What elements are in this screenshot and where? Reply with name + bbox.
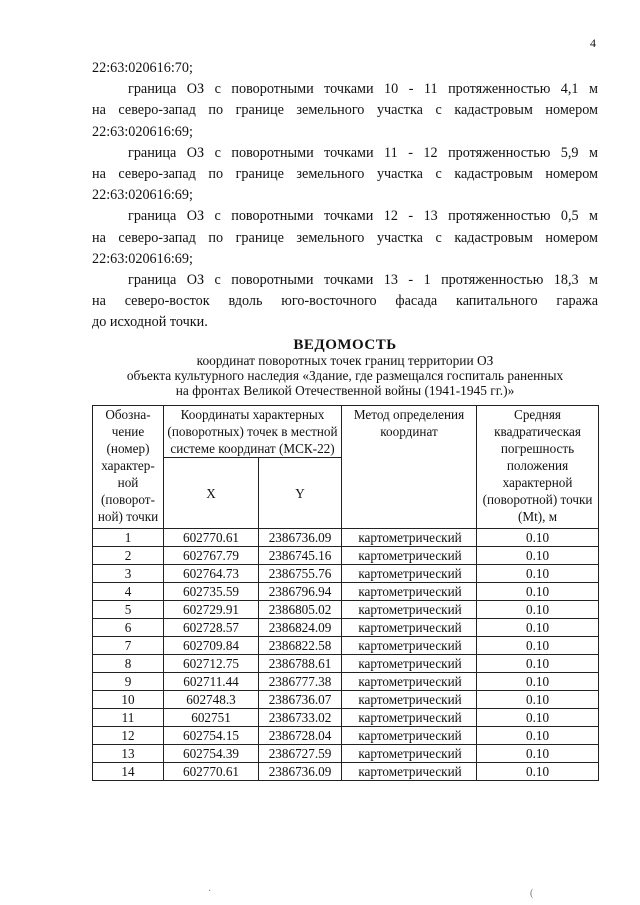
table-row (93, 583, 599, 601)
cell-method: картометрический (342, 709, 477, 727)
cell-method: картометрический (342, 619, 477, 637)
cell-x: 602754.39 (164, 745, 259, 763)
text-line: до исходной точки. (92, 314, 208, 331)
cell-error: 0.10 (477, 673, 599, 691)
cell-point-number: 6 (93, 619, 164, 637)
cell-method: картометрический (342, 565, 477, 583)
text-line: 22:63:020616:70; (92, 60, 193, 76)
cell-method: картометрический (342, 691, 477, 709)
table-row (93, 745, 599, 763)
header-y: Y (259, 458, 342, 529)
cell-x: 602764.73 (164, 565, 259, 583)
cell-point-number: 5 (93, 601, 164, 619)
cell-point-number: 1 (93, 529, 164, 547)
table-row (93, 565, 599, 583)
cell-y: 2386788.61 (259, 655, 342, 673)
cell-y: 2386736.09 (259, 763, 342, 781)
cell-point-number: 7 (93, 637, 164, 655)
cell-method: картометрический (342, 763, 477, 781)
cell-y: 2386727.59 (259, 745, 342, 763)
text-line: на северо-запад по границе земельного участка с кадастровым номером (92, 229, 598, 246)
body-text (92, 58, 598, 334)
title-main: ВЕДОМОСТЬ (293, 337, 397, 353)
cell-x: 602711.44 (164, 673, 259, 691)
cell-error: 0.10 (477, 529, 599, 547)
cell-x: 602754.15 (164, 727, 259, 745)
title-line: координат поворотных точек границ территории ОЗ (196, 353, 494, 368)
cell-y: 2386745.16 (259, 547, 342, 565)
cell-y: 2386822.58 (259, 637, 342, 655)
title-line: на фронтах Великой Отечественной войны (1941-1945 гг.)» (175, 383, 515, 398)
table-row (93, 601, 599, 619)
table-row (93, 727, 599, 745)
coordinates-table (92, 405, 599, 781)
text-line: 22:63:020616:69; (92, 123, 193, 140)
statement-title (92, 338, 598, 398)
text-line: граница ОЗ с поворотными точками 11 - 12 протяженностью 5,9 м (128, 144, 598, 161)
cell-point-number: 14 (93, 763, 164, 781)
cell-y: 2386733.02 (259, 709, 342, 727)
scan-speck: ( (530, 888, 534, 899)
cell-point-number: 2 (93, 547, 164, 565)
cell-point-number: 4 (93, 583, 164, 601)
header-x: X (164, 458, 259, 529)
scan-speck: · (208, 886, 212, 897)
cell-x: 602751 (164, 709, 259, 727)
cell-x: 602709.84 (164, 637, 259, 655)
text-line: на северо-запад по границе земельного участка с кадастровым номером (92, 166, 598, 183)
text-line: 22:63:020616:69; (92, 187, 193, 204)
cell-error: 0.10 (477, 565, 599, 583)
text-line: граница ОЗ с поворотными точками 13 - 1 протяженностью 18,3 м (128, 272, 598, 289)
cell-x: 602735.59 (164, 583, 259, 601)
cell-x: 602712.75 (164, 655, 259, 673)
cell-method: картометрический (342, 583, 477, 601)
cell-y: 2386736.07 (259, 691, 342, 709)
cell-method: картометрический (342, 673, 477, 691)
cell-error: 0.10 (477, 727, 599, 745)
cell-y: 2386755.76 (259, 565, 342, 583)
page-number: 4 (590, 36, 596, 50)
cell-method: картометрический (342, 529, 477, 547)
cell-x: 602748.3 (164, 691, 259, 709)
cell-error: 0.10 (477, 745, 599, 763)
cell-y: 2386728.04 (259, 727, 342, 745)
text-line: на северо-восток вдоль юго-восточного фасада капитального гаража (92, 293, 598, 310)
cell-x: 602770.61 (164, 529, 259, 547)
cell-point-number: 10 (93, 691, 164, 709)
cell-point-number: 8 (93, 655, 164, 673)
cell-point-number: 12 (93, 727, 164, 745)
cell-method: картометрический (342, 727, 477, 745)
table-row (93, 655, 599, 673)
cell-y: 2386805.02 (259, 601, 342, 619)
table-row (93, 547, 599, 565)
table-row (93, 763, 599, 781)
cell-error: 0.10 (477, 583, 599, 601)
text-line: на северо-запад по границе земельного участка с кадастровым номером (92, 102, 598, 119)
text-line: граница ОЗ с поворотными точками 12 - 13 протяженностью 0,5 м (128, 208, 598, 225)
cell-y: 2386736.09 (259, 529, 342, 547)
cell-error: 0.10 (477, 619, 599, 637)
cell-y: 2386796.94 (259, 583, 342, 601)
cell-point-number: 3 (93, 565, 164, 583)
table-row (93, 637, 599, 655)
table-row (93, 529, 599, 547)
header-method: Метод определения координат (342, 406, 477, 529)
table-row (93, 619, 599, 637)
cell-x: 602767.79 (164, 547, 259, 565)
cell-error: 0.10 (477, 547, 599, 565)
cell-point-number: 9 (93, 673, 164, 691)
cell-method: картометрический (342, 547, 477, 565)
title-line: объекта культурного наследия «Здание, где размещался госпиталь раненных (126, 368, 564, 383)
cell-error: 0.10 (477, 691, 599, 709)
cell-method: картометрический (342, 601, 477, 619)
text-line: 22:63:020616:69; (92, 250, 193, 267)
table-body (93, 529, 599, 781)
cell-error: 0.10 (477, 637, 599, 655)
cell-x: 602770.61 (164, 763, 259, 781)
cell-point-number: 13 (93, 745, 164, 763)
cell-error: 0.10 (477, 655, 599, 673)
cell-y: 2386824.09 (259, 619, 342, 637)
cell-error: 0.10 (477, 763, 599, 781)
cell-error: 0.10 (477, 709, 599, 727)
table-row (93, 673, 599, 691)
cell-x: 602728.57 (164, 619, 259, 637)
cell-point-number: 11 (93, 709, 164, 727)
header-point-number: Обозна-чение (номер) характер-ной (поворот-ной) точки (93, 406, 164, 529)
table-row (93, 709, 599, 727)
header-error: Средняя квадратическая погрешность положения характерной (поворотной) точки (Mt), м (477, 406, 599, 529)
cell-y: 2386777.38 (259, 673, 342, 691)
text-line: граница ОЗ с поворотными точками 10 - 11 протяженностью 4,1 м (128, 81, 598, 98)
table-row (93, 691, 599, 709)
header-coordinates: Координаты характерных (поворотных) точек в местной системе координат (МСК-22) (164, 406, 342, 458)
cell-method: картометрический (342, 745, 477, 763)
cell-method: картометрический (342, 655, 477, 673)
cell-error: 0.10 (477, 601, 599, 619)
cell-x: 602729.91 (164, 601, 259, 619)
cell-method: картометрический (342, 637, 477, 655)
